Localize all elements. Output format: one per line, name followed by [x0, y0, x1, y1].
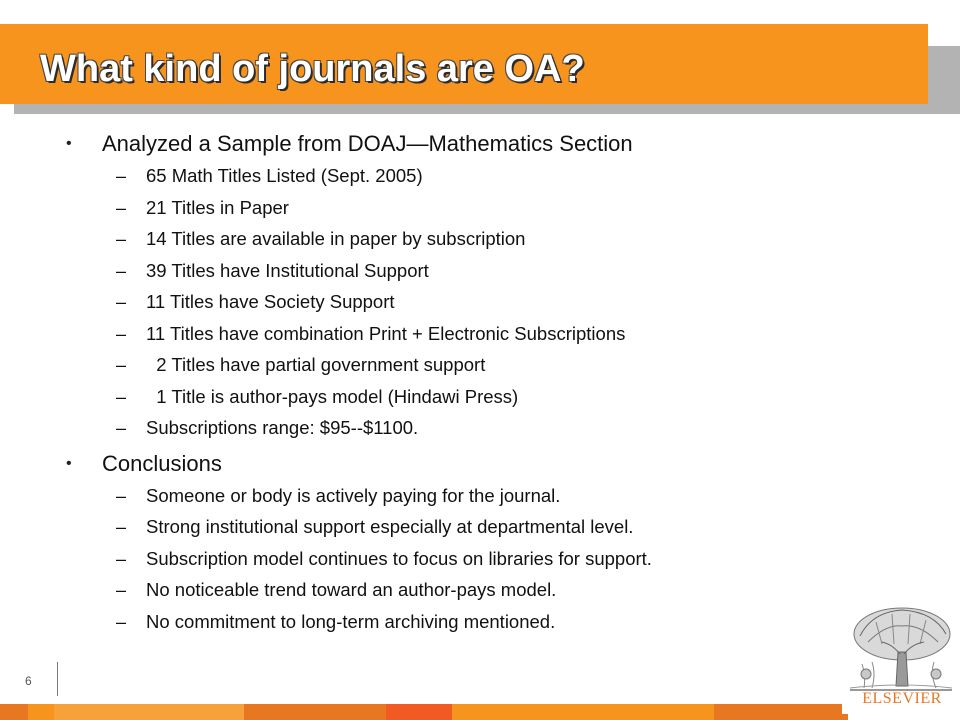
dash-marker: –	[116, 611, 127, 632]
dash-marker: –	[116, 548, 127, 569]
sub-item-text: Strong institutional support especially at departmental level.	[146, 516, 634, 537]
footer-segment	[386, 704, 452, 720]
elsevier-wordmark: ELSEVIER	[862, 690, 942, 707]
dash-marker: –	[116, 323, 127, 344]
sub-item-text: 65 Math Titles Listed (Sept. 2005)	[146, 165, 423, 186]
footer-segment	[0, 704, 28, 720]
dash-marker: –	[116, 197, 127, 218]
sub-item	[0, 480, 860, 512]
dash-marker: –	[116, 292, 127, 312]
sub-item	[0, 160, 860, 192]
bullet-conclusions	[0, 448, 860, 480]
sub-item-text: 39 Titles have Institutional Support	[146, 259, 429, 281]
bullet-dot: •	[66, 135, 72, 152]
sub-item-text: 11 Titles have Society Support	[146, 291, 395, 312]
footer-segment	[244, 704, 386, 720]
sub-item	[0, 574, 860, 606]
slide-body	[0, 128, 860, 637]
sub-item	[0, 543, 860, 575]
footer-divider	[57, 662, 58, 696]
dash-marker: –	[116, 517, 127, 537]
footer-segment	[28, 704, 54, 720]
sub-item	[0, 511, 860, 543]
sub-item	[0, 223, 860, 255]
bullet-dot: •	[66, 454, 72, 472]
bullet-analysis	[0, 128, 860, 160]
dash-marker: –	[116, 485, 127, 506]
footer-color-strip	[0, 704, 960, 720]
sub-item-text: 11 Titles have combination Print + Electronic Subscriptions	[146, 322, 626, 344]
footer-segment	[714, 704, 848, 720]
sub-item-text: No commitment to long-term archiving mentioned.	[146, 610, 556, 632]
slide-title: What kind of journals are OA?	[40, 48, 585, 90]
sub-item-text: 1 Title is author-pays model (Hindawi Press)	[146, 385, 519, 407]
bullet-heading: Conclusions	[102, 450, 222, 476]
dash-marker: –	[116, 229, 127, 249]
sub-item-text: No noticeable trend toward an author-pays model.	[146, 579, 557, 600]
dash-marker: –	[116, 580, 127, 600]
page-number: 6	[25, 674, 32, 688]
footer-segment	[54, 704, 244, 720]
sub-item	[0, 286, 860, 318]
dash-marker: –	[116, 166, 127, 186]
sub-item	[0, 606, 860, 638]
sub-item	[0, 318, 860, 350]
sub-item	[0, 349, 860, 381]
sub-item-text: 14 Titles are available in paper by subscription	[146, 228, 526, 249]
dash-marker: –	[116, 355, 127, 375]
dash-marker: –	[116, 386, 127, 407]
sub-item-text: Someone or body is actively paying for the journal.	[146, 484, 561, 506]
sub-item	[0, 192, 860, 224]
bullet-heading: Analyzed a Sample from DOAJ—Mathematics Section	[102, 131, 633, 156]
sub-item-text: Subscriptions range: $95--$1100.	[146, 417, 419, 438]
sub-item-text: 2 Titles have partial government support	[146, 354, 486, 375]
sub-item	[0, 412, 860, 444]
sub-item-text: Subscription model continues to focus on libraries for support.	[146, 547, 652, 569]
dash-marker: –	[116, 418, 127, 438]
sub-item	[0, 255, 860, 287]
sub-item	[0, 381, 860, 413]
sub-item-text: 21 Titles in Paper	[146, 196, 289, 218]
dash-marker: –	[116, 260, 127, 281]
footer-segment	[452, 704, 714, 720]
